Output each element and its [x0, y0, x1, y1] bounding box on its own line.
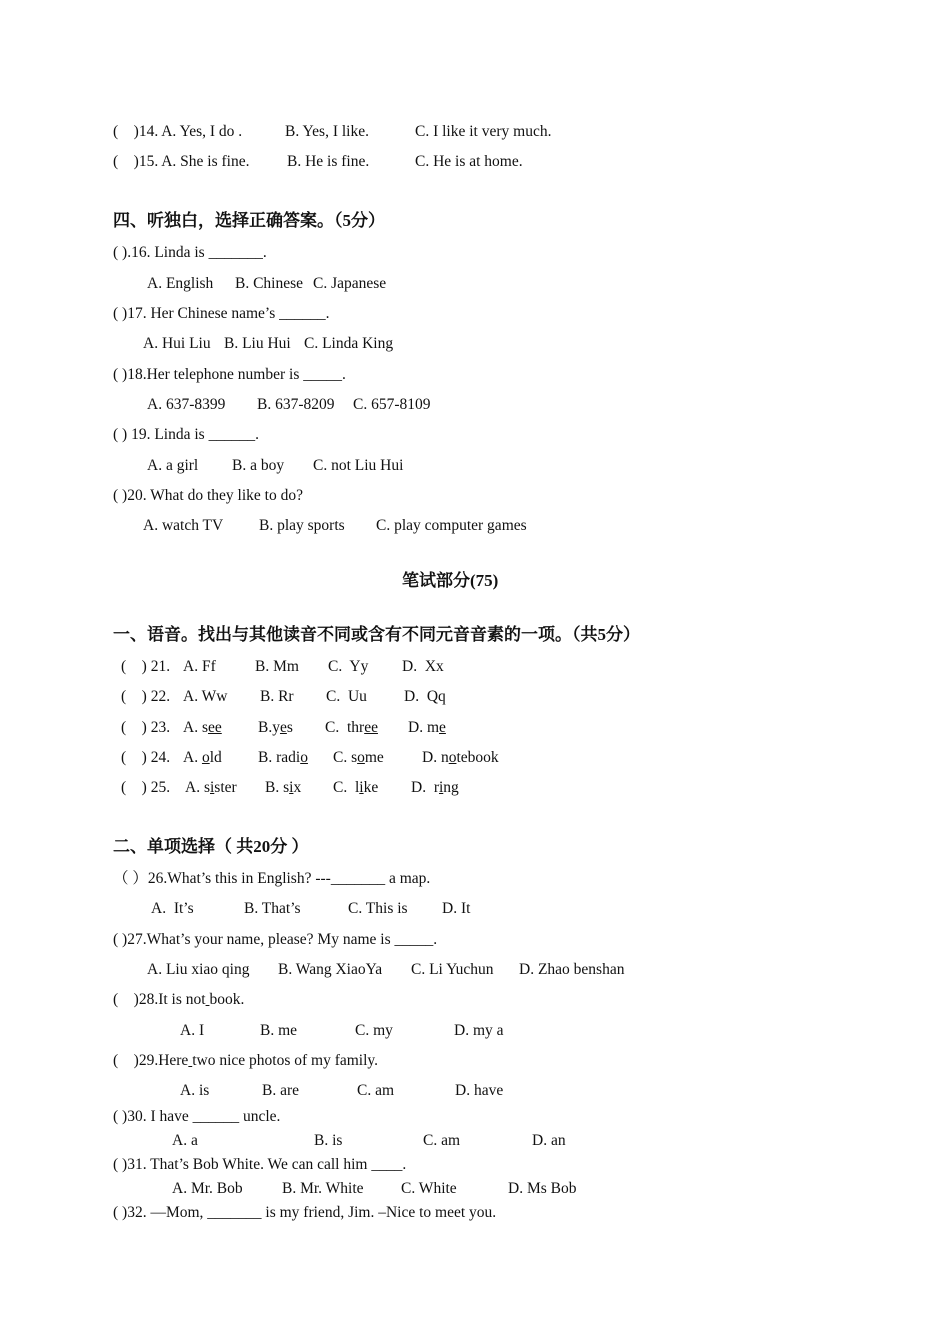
q29-stem-post: two nice photos of my family.: [192, 1052, 379, 1069]
section-1-heading: 一、语音。找出与其他读音不同或含有不同元音音素的一项。（共5分）: [113, 625, 640, 644]
q27-option-c: C. Li Yuchun: [411, 961, 494, 978]
q29-option-a: A. is: [180, 1082, 210, 1099]
q25-c-pre: C. l: [333, 779, 360, 796]
q31-option-b: B. Mr. White: [282, 1180, 364, 1197]
q17-option-b: B. Liu Hui: [224, 335, 291, 352]
q23-a-underlined: ee: [207, 719, 222, 736]
q24-option-b: [258, 748, 308, 768]
q22-option-b: B. Rr: [260, 688, 294, 705]
q29-option-d: D. have: [455, 1082, 504, 1099]
q26-option-c: C. This is: [348, 900, 408, 917]
q21-option-c: C. Yy: [328, 658, 369, 675]
question-26-stem: （ ）26.What’s this in English? ---_______ a map.: [113, 870, 431, 887]
q23-option-a: [183, 718, 222, 738]
q24-option-a: [183, 748, 222, 768]
q14-option-c: C. I like it very much.: [415, 123, 552, 140]
q25-d-pre: D. r: [411, 779, 439, 796]
q28-stem-post: book.: [209, 991, 245, 1008]
q19-option-a: A. a girl: [147, 457, 199, 474]
q30-option-d: D. an: [532, 1132, 566, 1149]
q28-option-a: A. I: [180, 1022, 205, 1039]
q18-option-a: A. 637-8399: [147, 396, 226, 413]
q24-b-underlined: o: [300, 749, 308, 766]
q24-number: ( ) 24.: [121, 749, 171, 766]
q28-option-c: C. my: [355, 1022, 393, 1039]
q21-option-d: D. Xx: [402, 658, 444, 675]
q24-d-pre: D. n: [422, 749, 449, 766]
section-4-heading: 四、听独白，选择正确答案。（5分）: [113, 211, 385, 230]
question-30-stem: ( )30. I have ______ uncle.: [113, 1108, 281, 1125]
q21-option-b: B. Mm: [255, 658, 299, 675]
written-part-title: 笔试部分(75): [402, 571, 499, 590]
q24-option-c: [333, 748, 384, 768]
q15-option-b: B. He is fine.: [287, 153, 370, 170]
question-20-stem: ( )20. What do they like to do?: [113, 487, 303, 504]
q24-d-underlined: o: [448, 749, 457, 766]
q22-option-a: A. Ww: [183, 688, 228, 705]
q25-a-pre: A. s: [185, 779, 210, 796]
q25-a-underlined: i: [209, 779, 215, 796]
q25-d-post: ng: [443, 779, 459, 796]
q27-option-a: A. Liu xiao qing: [147, 961, 250, 978]
q25-c-underlined: i: [359, 779, 364, 796]
q23-b-post: s: [286, 719, 293, 736]
q16-option-b: B. Chinese: [235, 275, 304, 292]
q29-stem-pre: ( )29.Here: [113, 1052, 189, 1069]
q25-b-post: x: [293, 779, 302, 796]
question-28-stem: [113, 990, 244, 1010]
question-16-stem: ( ).16. Linda is _______.: [113, 244, 267, 261]
q29-option-c: C. am: [357, 1082, 395, 1099]
question-32-stem: ( )32. —Mom, _______ is my friend, Jim. –Nice to meet you.: [113, 1204, 497, 1221]
q20-option-a: A. watch TV: [143, 517, 224, 534]
q15-stem: ( )15. A. She is fine.: [113, 153, 250, 170]
q25-option-d: [411, 778, 459, 798]
q17-option-a: A. Hui Liu: [143, 335, 211, 352]
q19-option-b: B. a boy: [232, 457, 285, 474]
q23-b-pre: B.y: [258, 719, 280, 736]
q31-option-c: C. White: [401, 1180, 457, 1197]
q28-option-d: D. my a: [454, 1022, 504, 1039]
q29-option-b: B. are: [262, 1082, 300, 1099]
q30-option-c: C. am: [423, 1132, 461, 1149]
q23-option-b: [258, 718, 293, 738]
q31-option-a: A. Mr. Bob: [172, 1180, 243, 1197]
question-31-stem: ( )31. That’s Bob White. We can call him ____.: [113, 1156, 407, 1173]
q22-number: ( ) 22.: [121, 688, 171, 705]
q16-option-a: A. English: [147, 275, 214, 292]
question-29-stem: [113, 1051, 378, 1071]
q23-c-pre: C. thr: [325, 719, 365, 736]
q17-option-c: C. Linda King: [304, 335, 394, 352]
q26-option-d: D. It: [442, 900, 471, 917]
q24-b-pre: B. radi: [258, 749, 301, 766]
q15-option-c: C. He is at home.: [415, 153, 523, 170]
q27-option-d: D. Zhao benshan: [519, 961, 625, 978]
q27-option-b: B. Wang XiaoYa: [278, 961, 383, 978]
q26-option-b: B. That’s: [244, 900, 301, 917]
q20-option-c: C. play computer games: [376, 517, 527, 534]
q19-option-c: C. not Liu Hui: [313, 457, 404, 474]
q16-option-c: C. Japanese: [313, 275, 387, 292]
q24-d-post: tebook: [456, 749, 499, 766]
q30-option-a: A. a: [172, 1132, 198, 1149]
q14-option-b: B. Yes, I like.: [285, 123, 369, 140]
q14-stem: ( )14. A. Yes, I do .: [113, 123, 243, 140]
q31-option-d: D. Ms Bob: [508, 1180, 577, 1197]
q18-option-c: C. 657-8109: [353, 396, 431, 413]
q23-a-pre: A. s: [183, 719, 208, 736]
q25-option-a: [185, 778, 237, 798]
q18-option-b: B. 637-8209: [257, 396, 335, 413]
q25-option-b: [265, 778, 301, 798]
q25-b-underlined: i: [289, 779, 294, 796]
question-19-stem: ( ) 19. Linda is ______.: [113, 426, 259, 443]
q25-number: ( ) 25.: [121, 779, 171, 796]
question-18-stem: ( )18.Her telephone number is _____.: [113, 366, 346, 383]
q23-option-c: [325, 718, 378, 738]
q28-stem-pre: ( )28.It is not: [113, 991, 206, 1008]
q24-c-post: me: [364, 749, 384, 766]
q21-number: ( ) 21.: [121, 658, 171, 675]
q22-option-c: C. Uu: [326, 688, 367, 705]
q26-option-a: A. It’s: [151, 900, 194, 917]
q25-c-post: ke: [363, 779, 379, 796]
q22-option-d: D. Qq: [404, 688, 446, 705]
q23-c-underlined: ee: [364, 719, 378, 736]
q20-option-b: B. play sports: [259, 517, 345, 534]
q25-b-pre: B. s: [265, 779, 290, 796]
question-17-stem: ( )17. Her Chinese name’s ______.: [113, 305, 330, 322]
q21-option-a: A. Ff: [183, 658, 216, 675]
q28-option-b: B. me: [260, 1022, 298, 1039]
q23-d-pre: D. m: [408, 719, 439, 736]
q25-a-post: ster: [214, 779, 237, 796]
question-27-stem: ( )27.What’s your name, please? My name is _____.: [113, 931, 438, 948]
q25-option-c: [333, 778, 378, 798]
q24-a-pre: A.: [183, 749, 202, 766]
q24-option-d: [422, 748, 499, 768]
q24-c-pre: C. s: [333, 749, 358, 766]
q23-option-d: [408, 718, 446, 738]
section-2-heading: 二、单项选择（ 共20分 ）: [113, 837, 309, 856]
q24-c-underlined: o: [357, 749, 365, 766]
q25-d-underlined: i: [438, 779, 444, 796]
q30-option-b: B. is: [314, 1132, 343, 1149]
q23-d-underlined: e: [439, 719, 446, 736]
q23-number: ( ) 23.: [121, 719, 171, 736]
q24-a-post: ld: [209, 749, 222, 766]
q24-a-underlined: o: [201, 749, 210, 766]
q23-b-underlined: e: [279, 719, 287, 736]
